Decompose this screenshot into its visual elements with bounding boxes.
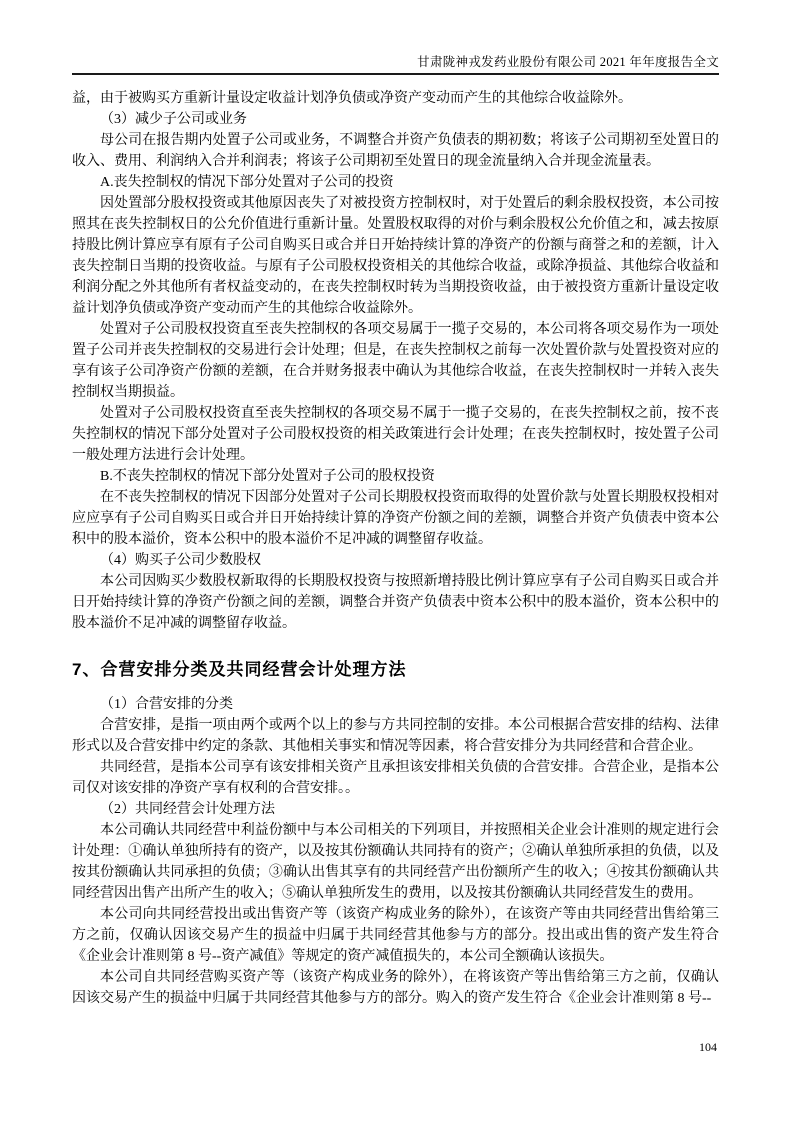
section-heading: 7、合营安排分类及共同经营会计处理方法 — [72, 660, 407, 679]
paragraph: （4）购买子公司少数股权 — [100, 553, 261, 568]
page-number: 104 — [699, 1040, 717, 1054]
paragraph: 合营安排，是指一项由两个或两个以上的参与方共同控制的安排。本公司根据合营安排的结构、法律形式以及合营安排中约定的条款、其他相关事实和情况等因素，将合营安排分为共同经营和合营企业。 — [72, 718, 719, 754]
paragraph: 本公司确认共同经营中利益份额中与本公司相关的下列项目，并按照相关企业会计准则的规定进行会计处理：①确认单独所持有的资产，以及按其份额确认共同持有的资产；②确认单独所承担的负债，以及按其份额确认共同承担的负债；③确认出售其享有的共同经营产出份额所产生的收入；④按其份额确认共同经营因出售产出所产生的收入；⑤确认单独所发生的费用，以及按其份额确认共同经营发生的费用。 — [72, 823, 719, 901]
paragraph: 处置对子公司股权投资直至丧失控制权的各项交易不属于一揽子交易的，在丧失控制权之前，按不丧失控制权的情况下部分处置对子公司股权投资的相关政策进行会计处理；在丧失控制权时，按处置子公司一般处理方法进行会计处理。 — [72, 406, 719, 463]
paragraph: （2）共同经营会计处理方法 — [100, 802, 275, 817]
paragraph: 共同经营，是指本公司享有该安排相关资产且承担该安排相关负债的合营安排。合营企业，是指本公司仅对该安排的净资产享有权利的合营安排。。 — [72, 760, 719, 796]
paragraph: 本公司向共同经营投出或出售资产等（该资产构成业务的除外），在该资产等由共同经营出售给第三方之前，仅确认因该交易产生的损益中归属于共同经营其他参与方的部分。投出或出售的资产发生符合《企业会计准则第 8 号--资产减值》等规定的资产减值损失的，本公司全额确认该损失。 — [72, 907, 719, 964]
paragraph: 本公司自共同经营购买资产等（该资产构成业务的除外），在将该资产等出售给第三方之前，仅确认因该交易产生的损益中归属于共同经营其他参与方的部分。购入的资产发生符合《企业会计准则第 8 号-- — [72, 970, 719, 1006]
paragraph: 益，由于被购买方重新计量设定收益计划净负债或净资产变动而产生的其他综合收益除外。 — [72, 91, 632, 106]
header-divider — [72, 73, 719, 75]
paragraph: B.不丧失控制权的情况下部分处置对子公司的股权投资 — [100, 469, 435, 484]
page-header — [72, 0, 719, 75]
paragraph: （1）合营安排的分类 — [100, 697, 233, 712]
paragraph: A.丧失控制权的情况下部分处置对子公司的投资 — [100, 175, 394, 190]
paragraph: （3）减少子公司或业务 — [100, 112, 247, 127]
paragraph: 因处置部分股权投资或其他原因丧失了对被投资方控制权时，对于处置后的剩余股权投资，本公司按照其在丧失控制权日的公允价值进行重新计量。处置股权取得的对价与剩余股权公允价值之和，减去按原持股比例计算应享有原有子公司自购买日或合并日开始持续计算的净资产的份额与商誉之和的差额，计入丧失控制日当期的投资收益。与原有子公司股权投资相关的其他综合收益，或除净损益、其他综合收益和利润分配之外其他所有者权益变动的，在丧失控制权时转为当期投资收益，由于被投资方重新计量设定收益计划净负债或净资产变动而产生的其他综合收益除外。 — [72, 196, 719, 316]
paragraph: 在不丧失控制权的情况下因部分处置对子公司长期股权投资而取得的处置价款与处置长期股权投相对应应享有子公司自购买日或合并日开始持续计算的净资产份额之间的差额，调整合并资产负债表中资本公积中的股本溢价，资本公积中的股本溢价不足冲减的调整留存收益。 — [72, 490, 719, 547]
report-header-title: 甘肃陇神戎发药业股份有限公司 2021 年年度报告全文 — [417, 55, 719, 69]
paragraph: 本公司因购买少数股权新取得的长期股权投资与按照新增持股比例计算应享有子公司自购买日或合并日开始持续计算的净资产份额之间的差额，调整合并资产负债表中资本公积中的股本溢价，资本公积中的股本溢价不足冲减的调整留存收益。 — [72, 574, 719, 631]
document-body — [72, 88, 719, 1009]
paragraph: 处置对子公司股权投资直至丧失控制权的各项交易属于一揽子交易的，本公司将各项交易作为一项处置子公司并丧失控制权的交易进行会计处理；但是，在丧失控制权之前每一次处置价款与处置投资对应的享有该子公司净资产份额的差额，在合并财务报表中确认为其他综合收益，在丧失控制权时一并转入丧失控制权当期损益。 — [72, 322, 719, 400]
paragraph: 母公司在报告期内处置子公司或业务，不调整合并资产负债表的期初数；将该子公司期初至处置日的收入、费用、利润纳入合并利润表；将该子公司期初至处置日的现金流量纳入合并现金流量表。 — [72, 133, 719, 169]
